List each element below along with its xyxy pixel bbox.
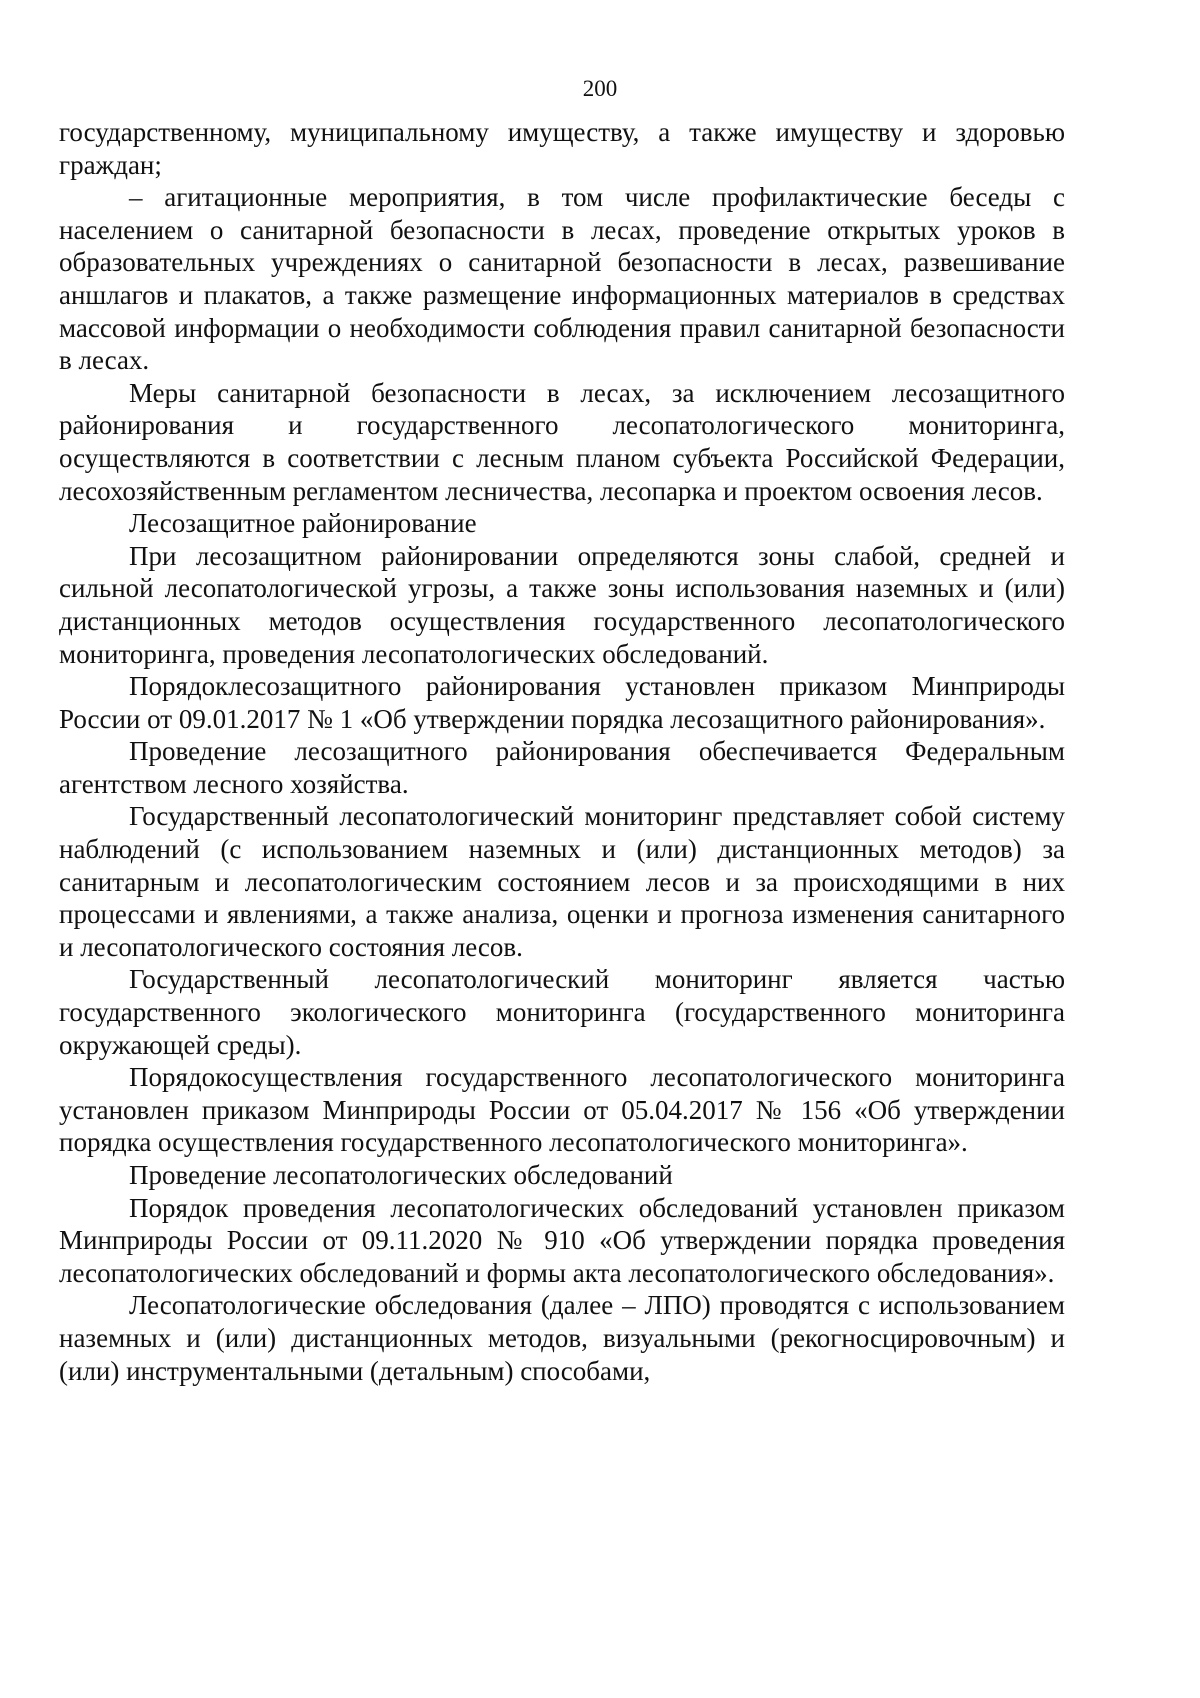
page-number: 200 [582,76,618,101]
document-body [59,116,1065,1387]
body-paragraph: Лесопатологические обследования (далее – ЛПО) проводятся с использованием наземных и (или) дистанционных методов, визуальными (рекогносцировочным) и (или) инструментальными (детальным) способами, [59,1290,1065,1386]
body-paragraph: Меры санитарной безопасности в лесах, за исключением лесозащитного районирования и государственного лесопатологического мониторинга, осуществляются в соответствии с лесным планом субъекта Российской Федерации, лесохозяйственным регламентом лесничества, лесопарка и проектом освоения лесов. [59,377,1065,506]
body-paragraph: Проведение лесозащитного районирования обеспечивается Федеральным агентством лесного хозяйства. [59,736,1065,799]
body-paragraph: При лесозащитном районировании определяются зоны слабой, средней и сильной лесопатологической угрозы, а также зоны использования наземных и (или) дистанционных методов осуществления государственного лесопатологического мониторинга, проведения лесопатологических обследований. [59,540,1065,669]
body-paragraph: – агитационные мероприятия, в том числе профилактические беседы с населением о санитарной безопасности в лесах, проведение открытых уроков в образовательных учреждениях о санитарной безопасности в лесах, развешивание аншлагов и плакатов, а также размещение информационных материалов в средствах массовой информации о необходимости соблюдения правил санитарной безопасности в лесах. [59,182,1065,376]
body-paragraph: Порядокосуществления государственного лесопатологического мониторинга установлен приказом Минприроды России от 05.04.2017 № 156 «Об утверждении порядка осуществления государственного лесопатологического мониторинга». [59,1062,1065,1158]
body-paragraph: государственному, муниципальному имуществу, а также имуществу и здоровью граждан; [59,117,1065,180]
section-heading: Лесозащитное районирование [129,508,477,539]
body-paragraph: Государственный лесопатологический мониторинг является частью государственного экологического мониторинга (государственного мониторинга окружающей среды). [59,964,1065,1060]
body-paragraph: Порядоклесозащитного районирования установлен приказом Минприроды России от 09.01.2017 № 1 «Об утверждении порядка лесозащитного районирования». [59,671,1065,734]
body-paragraph: Порядок проведения лесопатологических обследований установлен приказом Минприроды России от 09.11.2020 № 910 «Об утверждении порядка проведения лесопатологических обследований и формы акта лесопатологического обследования». [59,1192,1065,1288]
section-heading: Проведение лесопатологических обследований [129,1160,673,1190]
body-paragraph: Государственный лесопатологический мониторинг представляет собой систему наблюдений (с использованием наземных и (или) дистанционных методов) за санитарным и лесопатологическим состоянием лесов и за происходящими в них процессами и явлениями, а также анализа, оценки и прогноза изменения санитарного и лесопатологического состояния лесов. [59,801,1065,962]
